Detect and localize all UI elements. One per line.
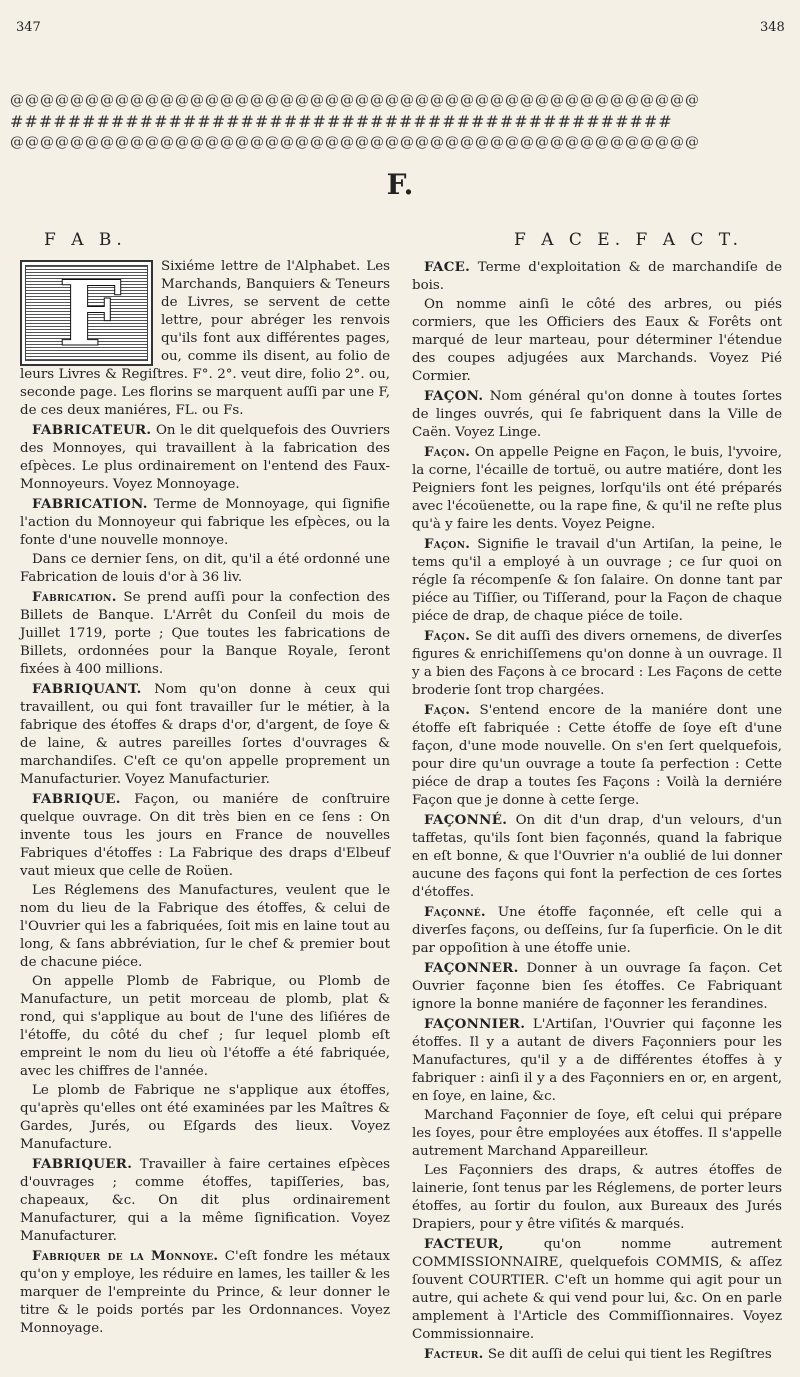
entry-paragraph [412, 535, 782, 626]
entry-paragraph [20, 1247, 390, 1338]
entry-paragraph [412, 701, 782, 810]
entry-headword: FABRICATEUR. [32, 422, 152, 438]
entry-headword: Fabriquer de la Monnoye. [32, 1248, 219, 1264]
entry-paragraph [20, 1155, 390, 1246]
entry-text: Les Réglemens des Manufactures, veulent que le nom du lieu de la Fabrique des étoffes, & celui de l'Ouvrier qui les a fabriquées, ſoit mis en laine tout au long, & ſans abbréviation, ſur le chef & premier bout de chacune piéce. [20, 883, 390, 970]
ornament-row-top: @@@@@@@@@@@@@@@@@@@@@@@@@@@@@@@@@@@@@@@@@@@@@@ [10, 92, 700, 108]
entry-paragraph [412, 811, 782, 902]
entry-text: Nom général qu'on donne à toutes ſortes de linges ouvrés, qui ſe fabriquent dans la Ville de Caën. Voyez Linge. [412, 389, 782, 440]
entry-text: Se prend auſſi pour la confection des Billets de Banque. L'Arrêt du Conſeil du mois de Juillet 1719, porte ; Que toutes les fabrications de Billets, ordonnées pour la Banque Royale, ſeront fixées à 400 millions. [20, 590, 390, 677]
decorated-initial [20, 260, 153, 366]
entry-text: Sixiéme lettre de l'Alphabet. Les Marchands, Banquiers & Teneurs de Livres, se servent de cette lettre, pour abréger les renvois qu'ils font aux différentes pages, ou, comme ils disent, au folio de leurs Livres & Regiſtres. F°. 2°. veut dire, folio 2°. ou, seconde page. Les florins se marquent auſſi par une F, de ces deux maniéres, FL. ou Fs. [20, 259, 390, 418]
entry-paragraph [412, 258, 782, 295]
entry-text: Terme de Monnoyage, qui ſignifie l'action du Monnoyeur qui fabrique les eſpèces, ou la fonte d'une nouvelle monnoye. [20, 497, 390, 548]
entry-paragraph [20, 588, 390, 679]
entry-paragraph [412, 1015, 782, 1106]
entry-headword: Facteur. [424, 1346, 484, 1362]
entry-headword: Fabrication. [32, 589, 117, 605]
entry-text: L'Artiſan, l'Ouvrier qui façonne les étoffes. Il y a autant de divers Façonniers pour les Manufactures, qu'il y a de différentes étoffes à y fabriquer : ainſi il y a des Façonniers en or, en argent, en ſoye, en laine, &c. [412, 1017, 782, 1104]
entry-text: Nom qu'on donne à ceux qui travaillent, ou qui font travailler ſur le métier, à la fabrique des étoffes & draps d'or, d'argent, de ſoye & de laine, & autres pareilles ſortes d'ouvrages & marchandiſes. C'eſt ce qu'on appelle proprement un Manufacturier. Voyez Manufacturier. [20, 682, 390, 787]
entry-headword: Façon. [424, 444, 471, 460]
entry-headword: Façon. [424, 702, 471, 718]
entry-text: On nomme ainſi le côté des arbres, ou piés cormiers, que les Officiers des Eaux & Forêts ont marqué de leur marteau, pour déterminer l'étendue des coupes adjugées aux Marchands. Voyez Pié Cormier. [412, 297, 782, 384]
entry-headword: FAÇON. [424, 388, 484, 404]
entry-paragraph [20, 551, 390, 587]
left-page-number: 347 [16, 20, 41, 35]
entry-paragraph [412, 443, 782, 534]
entry-paragraph [412, 903, 782, 958]
ornament-row-bottom: @@@@@@@@@@@@@@@@@@@@@@@@@@@@@@@@@@@@@@@@@@@@@@ [10, 134, 700, 150]
entry-paragraph [412, 1162, 782, 1234]
left-column [20, 258, 390, 1358]
entry-paragraph [20, 790, 390, 881]
entry-text: Terme d'exploitation & de marchandiſe de bois. [412, 260, 782, 293]
entry-paragraph [412, 627, 782, 700]
entry-text: Signifie le travail d'un Artiſan, la peine, le tems qu'il a employé à un ouvrage ; ce ſur quoi on régle ſa récompenſe & ſon ſalaire. On donne tant par piéce au Tiſſier, ou Tiſſerand, pour la Façon de chaque piéce de drap, de chaque piéce de toile. [412, 537, 782, 624]
entry-headword: FABRIQUE. [32, 791, 121, 807]
entry-text: Dans ce dernier ſens, on dit, qu'il a été ordonné une Fabrication de louis d'or à 36 liv. [20, 552, 390, 585]
entry-text: S'entend encore de la maniére dont une étoffe eſt fabriquée : Cette étoffe de ſoye eſt d'une façon, d'une mode nouvelle. On s'en ſert quelquefois, pour dire qu'un ouvrage a toute ſa perfection : Cette piéce de drap a toutes ſes Façons : Voilà la derniére Façon que je donne à cette ſerge. [412, 703, 782, 808]
entry-paragraph [412, 1107, 782, 1161]
entry-text: Travailler à faire certaines eſpèces d'ouvrages ; comme étoffes, tapiſſeries, bas, chapeaux, &c. On dit plus ordinairement Manufacturer, qui a la même ſignification. Voyez Manufacturer. [20, 1157, 390, 1244]
entry-text: On appelle Peigne en Façon, le buis, l'yvoire, la corne, l'écaille de tortuë, ou autre matiére, dont les Peigniers font les peignes, lorſqu'ils ont été préparés avec l'écoüenette, ou la rape fine, & qu'il ne reſte plus qu'à y faire les dents. Voyez Peigne. [412, 445, 782, 532]
entry-headword: FABRIQUER. [32, 1156, 133, 1172]
entry-text: On appelle Plomb de Fabrique, ou Plomb de Manufacture, un petit morceau de plomb, plat & rond, qui s'applique au bout de l'une des liſiéres de l'étoffe, du côté du chef ; ſur lequel plomb eſt empreint le nom du lieu où l'étoffe a été fabriquée, avec les chiffres de l'année. [20, 974, 390, 1079]
entry-text: C'eſt fondre les métaux qu'on y employe, les réduire en lames, les tailler & les marquer de l'empreinte du Prince, & leur donner le titre & le poids portés par les Ordonnances. Voyez Monnoyage. [20, 1249, 390, 1336]
entry-paragraph [412, 296, 782, 386]
entry-paragraph [412, 959, 782, 1014]
right-column [412, 258, 782, 1362]
entry-text: Donner à un ouvrage ſa façon. Cet Ouvrier façonne bien ſes étoffes. Ce Fabriquant ignore la bonne maniére de façonner les ferandines. [412, 961, 782, 1012]
entry-paragraph [412, 387, 782, 442]
right-page-number: 348 [760, 20, 785, 35]
entry-headword: FAÇONNÉ. [424, 812, 508, 828]
entry-headword: FABRICATION. [32, 496, 148, 512]
entry-headword: FAÇONNER. [424, 960, 519, 976]
entry-headword: FACE. [424, 259, 471, 275]
entry-paragraph [412, 1235, 782, 1344]
entry-headword: FACTEUR, [424, 1236, 504, 1252]
entry-text: Façon, ou maniére de conſtruire quelque ouvrage. On dit très bien en ce ſens : On invente tous les jours en France de nouvelles Fabriques d'étoffes : La Fabrique des draps d'Elbeuf vaut mieux que celle de Roüen. [20, 792, 391, 879]
initial-letter: F [58, 261, 122, 366]
ornament-row-middle: ############################################## [10, 112, 673, 130]
entry-text: qu'on nomme autrement COMMISSIONNAIRE, quelquefois COMMIS, & aſſez ſouvent COURTIER. C'eſt un homme qui agit pour un autre, qui achete & qui vend pour lui, &c. On en parle amplement à l'Article des Commiſſionnaires. Voyez Commissionnaire. [412, 1237, 782, 1342]
entry-text: Le plomb de Fabrique ne s'applique aux étoffes, qu'après qu'elles ont été examinées par les Maîtres & Gardes, Jurés, ou Eſgards des lieux. Voyez Manufacture. [20, 1083, 390, 1152]
entry-paragraph [20, 1082, 390, 1154]
running-head-right: F A C E. F A C T. [514, 230, 744, 250]
entry-headword: Façonné. [424, 904, 486, 920]
entry-text: On le dit quelquefois des Ouvriers des Monnoyes, qui travaillent à la fabrication des eſpèces. Le plus ordinairement on l'entend des Faux-Monnoyeurs. Voyez Monnoyage. [20, 423, 390, 492]
entry-text: Une étoffe façonnée, eſt celle qui a diverſes façons, ou deſſeins, ſur ſa ſuperficie. On le dit par oppoſition à une étoffe unie. [412, 905, 782, 956]
entry-paragraph [20, 973, 390, 1081]
entry-text: On dit d'un drap, d'un velours, d'un taffetas, qu'ils ſont bien façonnés, quand la fabrique en eſt bonne, & que l'Ouvrier n'a oublié de lui donner aucune des façons qui font la perfection de ces ſortes d'étoffes. [412, 813, 782, 900]
entry-text: Marchand Façonnier de ſoye, eſt celui qui prépare les ſoyes, pour être employées aux étoffes. Il s'appelle autrement Marchand Appareilleur. [412, 1108, 782, 1159]
entry-text: Se dit auſſi de celui qui tient les Regiſtres [487, 1347, 772, 1362]
entry-paragraph [20, 495, 390, 550]
entry-headword: FABRIQUANT. [32, 681, 142, 697]
entry-text: Les Façonniers des draps, & autres étoffes de lainerie, ſont tenus par les Réglemens, de porter leurs étoffes, au ſortir du foulon, aux Bureaux des Jurés Drapiers, pour y être viſités & marqués. [412, 1163, 782, 1232]
entry-paragraph [20, 421, 390, 494]
entry-paragraph [412, 1345, 782, 1364]
entry-paragraph [20, 680, 390, 789]
entry-text: Se dit auſſi des divers ornemens, de diverſes figures & enrichiſſemens qu'on donne à un ouvrage. Il y a bien des Façons à ce brocard : Les Façons de cette broderie ſont trop chargées. [412, 629, 782, 698]
entry-headword: FAÇONNIER. [424, 1016, 526, 1032]
entry-headword: Façon. [424, 536, 471, 552]
entry-headword: Façon. [424, 628, 471, 644]
section-letter: F. [386, 168, 414, 201]
running-head-left: F A B. [44, 230, 127, 250]
entry-paragraph [20, 882, 390, 972]
